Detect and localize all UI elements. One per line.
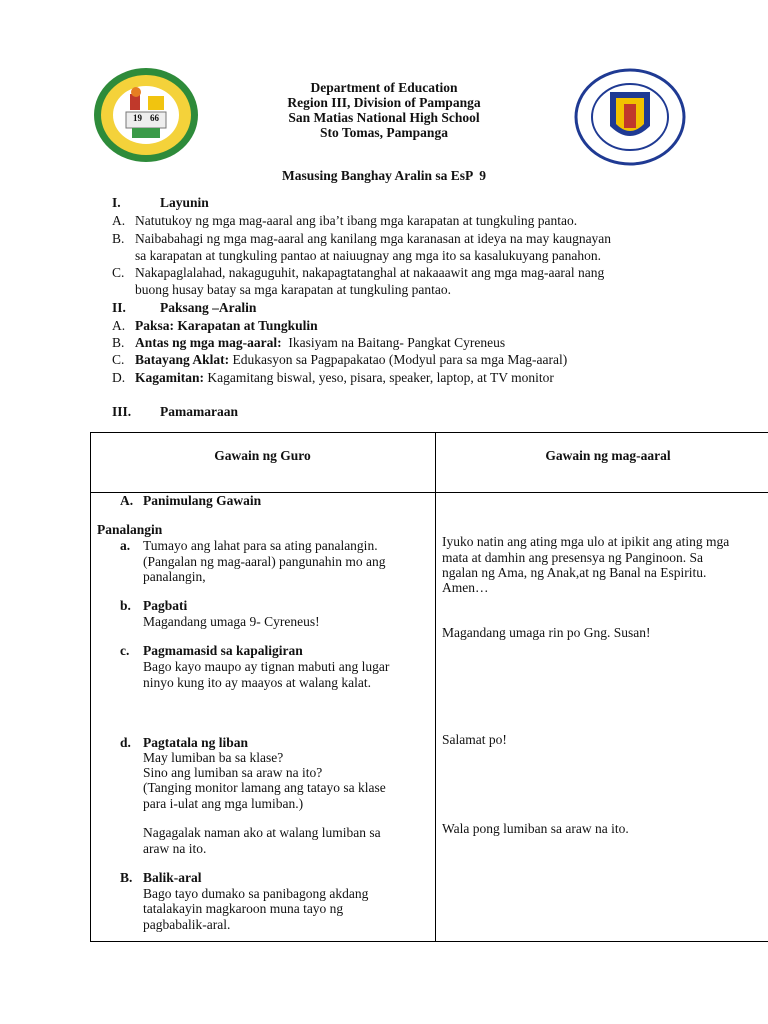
header-line-4: Sto Tomas, Pampanga: [320, 125, 448, 140]
objective-c-letter: C.: [112, 265, 125, 280]
objective-b-line-2: sa karapatan at tungkuling pantao at naiuugnay ang mga ito sa kasalukuyang panahon.: [135, 248, 601, 263]
student-prayer-line-2: mata at damhin ang presensya ng Panginoon. Sa: [442, 550, 703, 565]
header-line-3: San Matias National High School: [288, 110, 480, 125]
topic-a-text: [135, 318, 318, 334]
item-d-line-1: May lumiban ba sa klase?: [143, 750, 284, 765]
topic-c-value: Edukasyon sa Pagpapakatao (Modyul para sa mga Mag-aaral): [229, 352, 568, 367]
topic-d-letter: D.: [112, 370, 126, 385]
table-header-teacher: Gawain ng Guro: [214, 448, 311, 463]
item-c-line-2: ninyo kung ito ay maayos at walang kalat.: [143, 675, 371, 690]
topic-a-letter: A.: [112, 318, 126, 333]
item-b-line-1: Magandang umaga 9- Cyreneus!: [143, 614, 320, 629]
objective-a-line-1: Natutukoy ng mga mag-aaral ang iba’t ibang mga karapatan at tungkuling pantao.: [135, 213, 578, 228]
part-a-letter: A.: [120, 493, 134, 508]
topic-d-label: Kagamitan:: [135, 370, 204, 385]
student-greeting: Magandang umaga rin po Gng. Susan!: [442, 625, 651, 640]
logo-text-bottom: [92, 66, 93, 67]
item-a-line-1: Tumayo ang lahat para sa ating panalangin.: [143, 538, 378, 553]
topic-b-letter: B.: [112, 335, 125, 350]
table-column-divider: [435, 432, 436, 942]
student-thanks: Salamat po!: [442, 732, 507, 747]
item-b-letter: b.: [120, 598, 131, 613]
objective-a-letter: A.: [112, 213, 126, 228]
item-c-title: Pagmamasid sa kapaligiran: [143, 643, 303, 658]
seal-text-bottom: [574, 68, 575, 69]
section-3-number: III.: [112, 404, 132, 419]
topic-c-letter: C.: [112, 352, 125, 367]
student-absent-reply: Wala pong lumiban sa araw na ito.: [442, 821, 629, 836]
section-2-heading: Paksang –Aralin: [160, 300, 257, 315]
item-c-letter: c.: [120, 643, 130, 658]
item-d-line-2: Sino ang lumiban sa araw na ito?: [143, 765, 323, 780]
logo-year-a: 19: [133, 113, 142, 123]
item-d-letter: d.: [120, 735, 131, 750]
section-2-number: II.: [112, 300, 126, 315]
topic-b-label: Antas ng mga mag-aaral:: [135, 335, 282, 350]
header-line-1: Department of Education: [310, 80, 458, 95]
section-1-number: I.: [112, 195, 121, 210]
item-a-line-3: panalangin,: [143, 569, 206, 584]
section-3-heading: Pamamaraan: [160, 404, 238, 419]
header-line-2: Region III, Division of Pampanga: [287, 95, 481, 110]
logo-year-b: 66: [150, 113, 159, 123]
table-header-student: Gawain ng mag-aaral: [545, 448, 671, 463]
item-a-line-2: (Pangalan ng mag-aaral) pangunahin mo ang: [143, 554, 386, 569]
part-b-letter: B.: [120, 870, 133, 885]
topic-b-text: [135, 335, 505, 351]
part-b-line-2: tatalakayin magkaroon muna tayo ng: [143, 901, 344, 916]
student-prayer-line-3: ngalan ng Ama, ng Anak,at ng Banal na Espiritu.: [442, 565, 707, 580]
topic-d-text: [135, 370, 554, 386]
item-d-line-4: para i-ulat ang mga lumiban.): [143, 796, 304, 811]
item-d-line-3: (Tanging monitor lamang ang tatayo sa klase: [143, 780, 386, 795]
item-c-line-1: Bago kayo maupo ay tignan mabuti ang lugar: [143, 659, 390, 674]
objective-c-line-1: Nakapaglalahad, nakaguguhit, nakapagtatanghal at nakaaawit ang mga mag-aaral nang: [135, 265, 605, 280]
part-b-line-3: pagbabalik-aral.: [143, 917, 231, 932]
topic-a-label: Paksa: Karapatan at Tungkulin: [135, 318, 318, 333]
objective-b-line-1: Naibabahagi ng mga mag-aaral ang kanilang mga karanasan at ideya na may kaugnayan: [135, 231, 612, 246]
item-d-line-6: araw na ito.: [143, 841, 207, 856]
item-d-line-5: Nagagalak naman ako at walang lumiban sa: [143, 825, 381, 840]
topic-c-text: [135, 352, 567, 368]
section-1-heading: Layunin: [160, 195, 209, 210]
item-b-title: Pagbati: [143, 598, 188, 613]
student-prayer-line-4: Amen…: [442, 580, 489, 595]
topic-d-value: Kagamitang biswal, yeso, pisara, speaker, laptop, at TV monitor: [204, 370, 554, 385]
topic-b-value: Ikasiyam na Baitang- Pangkat Cyreneus: [281, 335, 506, 350]
part-b-title: Balik-aral: [143, 870, 202, 885]
part-b-line-1: Bago tayo dumako sa panibagong akdang: [143, 886, 369, 901]
document-title: Masusing Banghay Aralin sa EsP 9: [281, 168, 487, 183]
part-a-title: Panimulang Gawain: [143, 493, 262, 508]
topic-c-label: Batayang Aklat:: [135, 352, 230, 367]
item-d-title: Pagtatala ng liban: [143, 735, 249, 750]
prayer-heading: Panalangin: [97, 522, 163, 537]
item-a-letter: a.: [120, 538, 131, 553]
student-prayer-line-1: Iyuko natin ang ating mga ulo at ipikit ang ating mga: [442, 534, 730, 549]
objective-b-letter: B.: [112, 231, 125, 246]
objective-c-line-2: buong husay batay sa mga karapatan at tungkuling pantao.: [135, 282, 452, 297]
